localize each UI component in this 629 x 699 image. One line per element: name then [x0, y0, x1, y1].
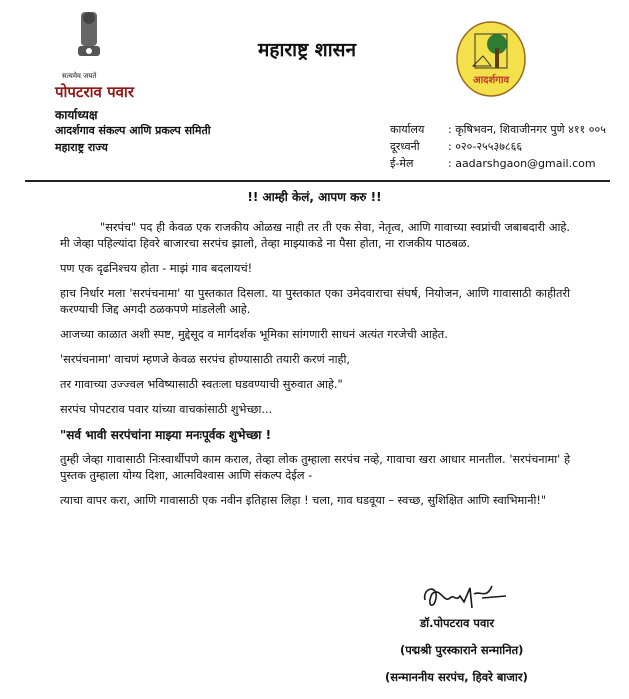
contact-email	[390, 156, 596, 171]
paragraph: "सरपंच" पद ही केवळ एक राजकीय ओळख नाही तर ती एक सेवा, नेतृत्व, आणि गावाच्या स्वप्नांची जबाबदारी आहे. मी जेव्हा पहिल्यांदा हिवरे बाजारचा सरपंच झालो, तेव्हा माझ्याकडे ना पैसा होता, ना राजकीय पाठबळ.	[60, 221, 570, 250]
contact-phone	[390, 139, 522, 154]
paragraph: "सर्व भावी सरपंचांना माझ्या मनःपूर्वक शुभेच्छा !	[60, 428, 272, 442]
contact-label: दूरध्वनी	[390, 140, 420, 153]
emblem-motto: सत्यमेव जयते	[62, 72, 97, 80]
signatory-name: डॉ.पोपटराव पवार	[420, 616, 495, 630]
paragraph: तर गावाच्या उज्ज्वल भविष्यासाठी स्वतःला घडवण्याची सुरुवात आहे."	[60, 378, 343, 391]
adarshgaon-logo-icon	[455, 20, 527, 98]
contact-label: ई-मेल	[390, 157, 414, 170]
tagline: !! आम्ही केलं, आपण करु !!	[247, 190, 382, 204]
paragraph: सरपंच पोपटराव पवार यांच्या वाचकांसाठी शुभेच्छा...	[60, 403, 273, 416]
paragraph: आजच्या काळात अशी स्पष्ट, मुद्देसूद व मार्गदर्शक भूमिका सांगणारी साधनं अत्यंत गरजेची आहेत.	[60, 328, 448, 341]
contact-label: कार्यालय	[390, 123, 425, 136]
paragraph: हाच निर्धार मला 'सरपंचनामा' या पुस्तकात दिसला. या पुस्तकात एका उमेदवाराचा संघर्ष, नियोजन, आणि गावासाठी काहीतरी करण्याची जिद्द अगदी ठळकपणे मांडलेली आहे.	[60, 287, 570, 316]
sender-role: कार्याध्यक्ष	[55, 108, 98, 122]
signature-icon	[420, 580, 510, 616]
paragraph: तुम्ही जेव्हा गावासाठी निःस्वार्थीपणे काम कराल, तेव्हा लोक तुम्हाला सरपंच नव्हे, गावाचा खरा आधार मानतील. 'सरपंचनामा' हे पुस्तक तुम्हाला योग्य दिशा, आत्मविश्वास आणि संकल्प देईल -	[60, 453, 570, 482]
contact-value: : कृषिभवन, शिवाजीनगर पुणे ४११ ००५	[448, 123, 606, 136]
contact-office	[390, 122, 606, 137]
letter-body	[60, 220, 570, 518]
logo-text: आदर्शगाव	[472, 75, 510, 86]
paragraph: त्याचा वापर करा, आणि गावासाठी एक नवीन इतिहास लिहा ! चला, गाव घडवूया – स्वच्छ, सुशिक्षित आणि स्वाभिमानी!"	[60, 494, 547, 507]
state-name: महाराष्ट्र राज्य	[55, 141, 108, 154]
header-divider	[25, 180, 610, 182]
contact-value[interactable]: : aadarshgaon@gmail.com	[448, 157, 596, 170]
government-title: महाराष्ट्र शासन	[258, 39, 357, 61]
contact-value: : ०२०-२५५३७८६६	[448, 140, 523, 153]
signatory-honor: (पद्मश्री पुरस्काराने सन्मानित)	[400, 643, 524, 657]
paragraph: 'सरपंचनामा' वाचणं म्हणजे केवळ सरपंच होण्यासाठी तयारी करणं नाही,	[60, 353, 351, 366]
committee-name: आदर्शगाव संकल्प आणि प्रकल्प समिती	[55, 124, 211, 137]
paragraph: पण एक दृढनिश्चय होता - माझं गाव बदलायचं!	[60, 262, 253, 275]
national-emblem-icon	[72, 8, 106, 68]
sender-name: पोपटराव पवार	[55, 83, 134, 101]
signatory-title: (सन्माननीय सरपंच, हिवरे बाजार)	[385, 670, 528, 684]
adarshgaon-logo	[455, 20, 527, 98]
